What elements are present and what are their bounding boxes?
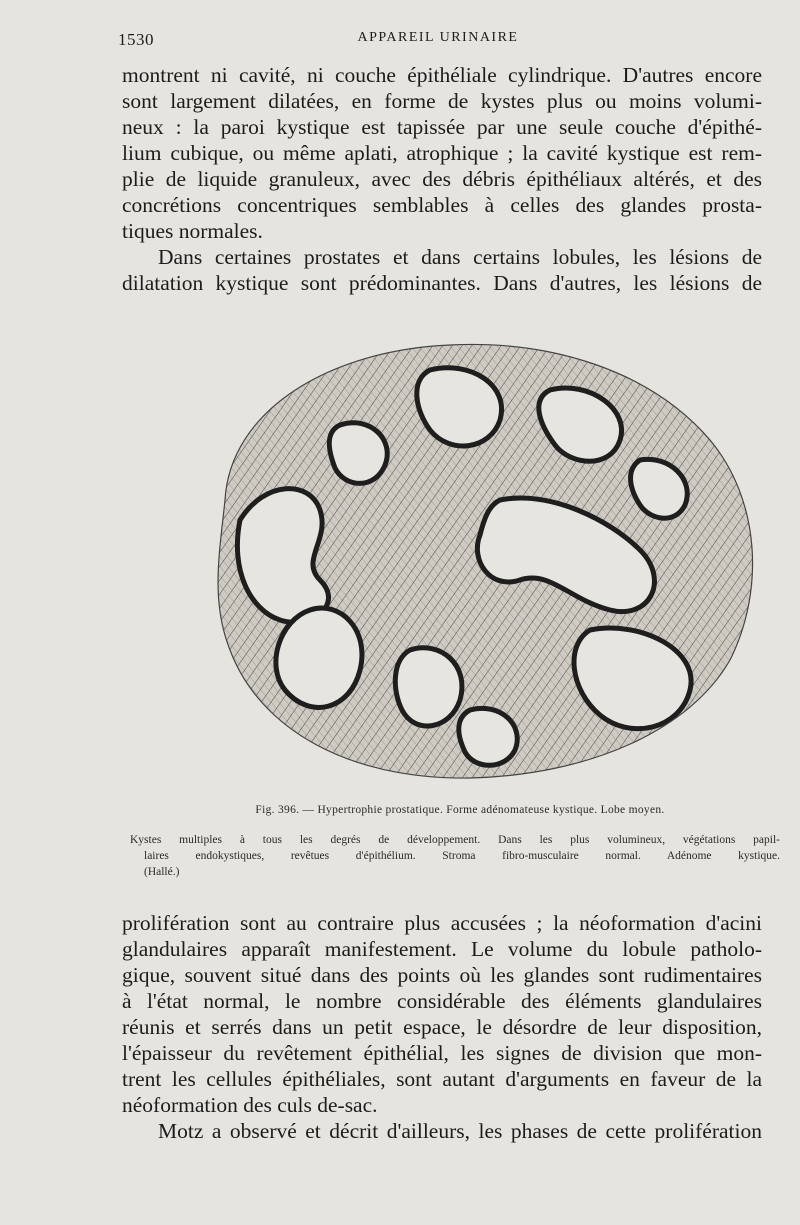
text-line: gique, souvent situé dans des points où les glandes sont rudimentaires xyxy=(122,963,762,987)
paragraph-top xyxy=(122,62,762,296)
caption-line: laires endokystiques, revêtues d'épithélium. Stroma fibro-musculaire normal. Adénome kystique. xyxy=(144,850,780,862)
text-line: Motz a observé et décrit d'ailleurs, les phases de cette prolifération xyxy=(158,1119,762,1143)
page-header xyxy=(118,30,758,54)
text-line: dilatation kystique sont prédominantes. Dans d'autres, les lésions de xyxy=(122,271,762,295)
text-line: tiques normales. xyxy=(122,219,263,243)
text-line: neux : la paroi kystique est tapissée par une seule couche d'épithé- xyxy=(122,115,762,139)
text-line: concrétions concentriques semblables à celles des glandes prosta- xyxy=(122,193,762,217)
figure-caption-body xyxy=(130,832,780,880)
text-line: glandulaires apparaît manifestement. Le volume du lobule patholo- xyxy=(122,937,762,961)
text-line: montrent ni cavité, ni couche épithéliale cylindrique. D'autres encore xyxy=(122,63,762,87)
running-title: APPAREIL URINAIRE xyxy=(357,30,519,45)
page-number: 1530 xyxy=(118,30,154,49)
caption-line: Kystes multiples à tous les degrés de développement. Dans les plus volumineux, végétations papil- xyxy=(130,834,780,846)
text-line: l'épaisseur du revêtement épithélial, les signes de division que mon- xyxy=(122,1041,762,1065)
paragraph-bottom xyxy=(122,910,762,1144)
text-line: trent les cellules épithéliales, sont autant d'arguments en faveur de la xyxy=(122,1067,762,1091)
caption-line: (Hallé.) xyxy=(144,866,180,878)
text-line: néoformation des culs de-sac. xyxy=(122,1093,378,1117)
text-line: réunis et serrés dans un petit espace, le désordre de leur disposition, xyxy=(122,1015,762,1039)
text-line: sont largement dilatées, en forme de kystes plus ou moins volumi- xyxy=(122,89,762,113)
text-line: prolifération sont au contraire plus accusées ; la néoformation d'acini xyxy=(122,911,762,935)
text-line: plie de liquide granuleux, avec des débris épithéliaux altérés, et des xyxy=(122,167,762,191)
figure-caption-title: Fig. 396. — Hypertrophie prostatique. Forme adénomateuse kystique. Lobe moyen. xyxy=(255,804,665,816)
text-line: lium cubique, ou même aplati, atrophique ; la cavité kystique est rem- xyxy=(122,141,762,165)
histology-illustration xyxy=(170,330,770,790)
text-line: Dans certaines prostates et dans certains lobules, les lésions de xyxy=(158,245,762,269)
text-line: à l'état normal, le nombre considérable des éléments glandulaires xyxy=(122,989,762,1013)
